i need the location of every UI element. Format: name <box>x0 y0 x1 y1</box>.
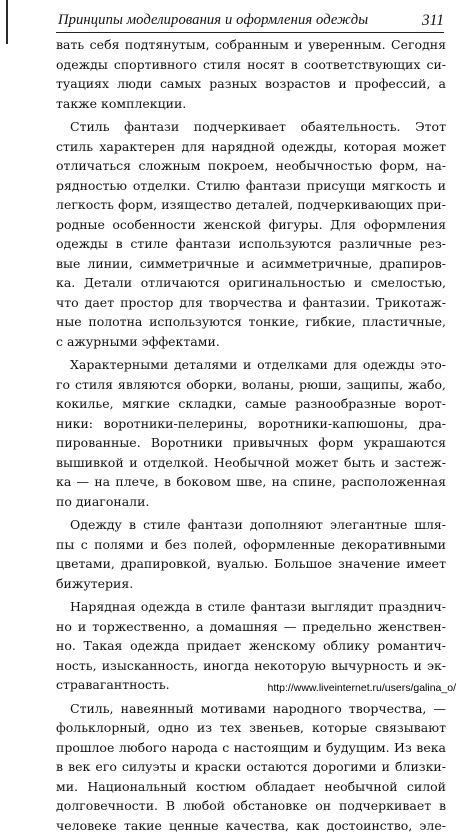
page-number: 311 <box>422 12 444 30</box>
text-line: но. Такая одежда придает женскому облику романтич- <box>56 636 446 656</box>
text-line: Стиль, навеянный мотивами народного творчества, — <box>56 699 446 719</box>
text-line: вышивкой и отделкой. Необычной может быть и застеж- <box>56 453 446 473</box>
scan-edge-mark <box>6 0 8 44</box>
text-line: Одежду в стиле фантази дополняют элегантные шля- <box>56 515 446 535</box>
text-line: одежды в стиле фантази используются различные рез- <box>56 234 446 254</box>
text-line: стиль характерен для нарядной одежды, которая может <box>56 137 446 157</box>
text-line: по диагонали. <box>56 492 446 512</box>
text-line: в век его силуэты и краски остаются дорогими и близки- <box>56 757 446 777</box>
text-line: родные особенности женской фигуры. Для оформления <box>56 215 446 235</box>
text-line: что дает простор для творчества и фантазии. Трикотаж- <box>56 293 446 313</box>
footer-url: http://www.liveinternet.ru/users/galina_o/ <box>267 682 456 694</box>
text-line: также комплекции. <box>56 94 446 114</box>
text-line: вые линии, симметричные и асимметричные, драпиров- <box>56 254 446 274</box>
paragraph <box>56 597 446 695</box>
text-line: рядностью отделки. Стилю фантази присущи мягкость и <box>56 176 446 196</box>
text-line: Характерными деталями и отделками для одежды это- <box>56 355 446 375</box>
text-line: пированные. Воротники привычных форм украшаются <box>56 433 446 453</box>
text-line: отличаться сложным покроем, необычностью форм, на- <box>56 156 446 176</box>
text-line: го стиля являются оборки, воланы, рюши, защипы, жабо, <box>56 375 446 395</box>
paragraph <box>56 117 446 351</box>
text-line: фольклорный, одно из тех звеньев, которые связывают <box>56 718 446 738</box>
text-line: Стиль фантази подчеркивает обаятельность. Этот <box>56 117 446 137</box>
text-line: бижутерия. <box>56 574 446 594</box>
text-line: кокилье, мягкие складки, самые разнообразные ворот- <box>56 394 446 414</box>
text-line: ми. Национальный костюм обладает необычной силой <box>56 777 446 797</box>
paragraph <box>56 35 446 113</box>
paragraph <box>56 355 446 511</box>
text-line: цветами, драпировкой, вуалью. Большое значение имеет <box>56 554 446 574</box>
paragraph <box>56 699 446 835</box>
running-header <box>56 8 444 30</box>
text-line: вать себя подтянутым, собранным и уверенным. Сегодня <box>56 35 446 55</box>
text-line: пы с полями и без полей, оформленные декоративными <box>56 535 446 555</box>
text-line: ка — на плече, в боковом шве, на спине, расположенная <box>56 472 446 492</box>
text-line: прошлое любого народа с настоящим и будущим. Из века <box>56 738 446 758</box>
text-line: ность, изысканность, иногда некоторую вычурность и эк- <box>56 656 446 676</box>
text-line: туациях люди самых разных возрастов и профессий, а <box>56 74 446 94</box>
text-line: с ажурными эффектами. <box>56 332 446 352</box>
text-line: человеке такие ценные качества, как достоинство, эле- <box>56 816 446 835</box>
text-line: долговечности. В любой обстановке он подчеркивает в <box>56 796 446 816</box>
text-line: ники: воротники-пелерины, воротники-капюшоны, дра- <box>56 414 446 434</box>
paragraph <box>56 515 446 593</box>
text-line: ные полотна используются тонкие, гибкие, пластичные, <box>56 312 446 332</box>
header-rule <box>56 32 444 33</box>
text-line: Нарядная одежда в стиле фантази выглядит празднич- <box>56 597 446 617</box>
text-line: одежды спортивного стиля носят в соответствующих си- <box>56 55 446 75</box>
body-text <box>56 35 446 835</box>
text-line: но и торжественно, а домашняя — предельно женствен- <box>56 617 446 637</box>
text-line: стравагантность. <box>56 675 446 695</box>
text-line: ка. Детали отличаются оригинальностью и смелостью, <box>56 273 446 293</box>
running-header-title: Принципы моделирования и оформления одежды <box>58 12 368 29</box>
text-line: легкость форм, изящество деталей, подчеркивающих при- <box>56 195 446 215</box>
